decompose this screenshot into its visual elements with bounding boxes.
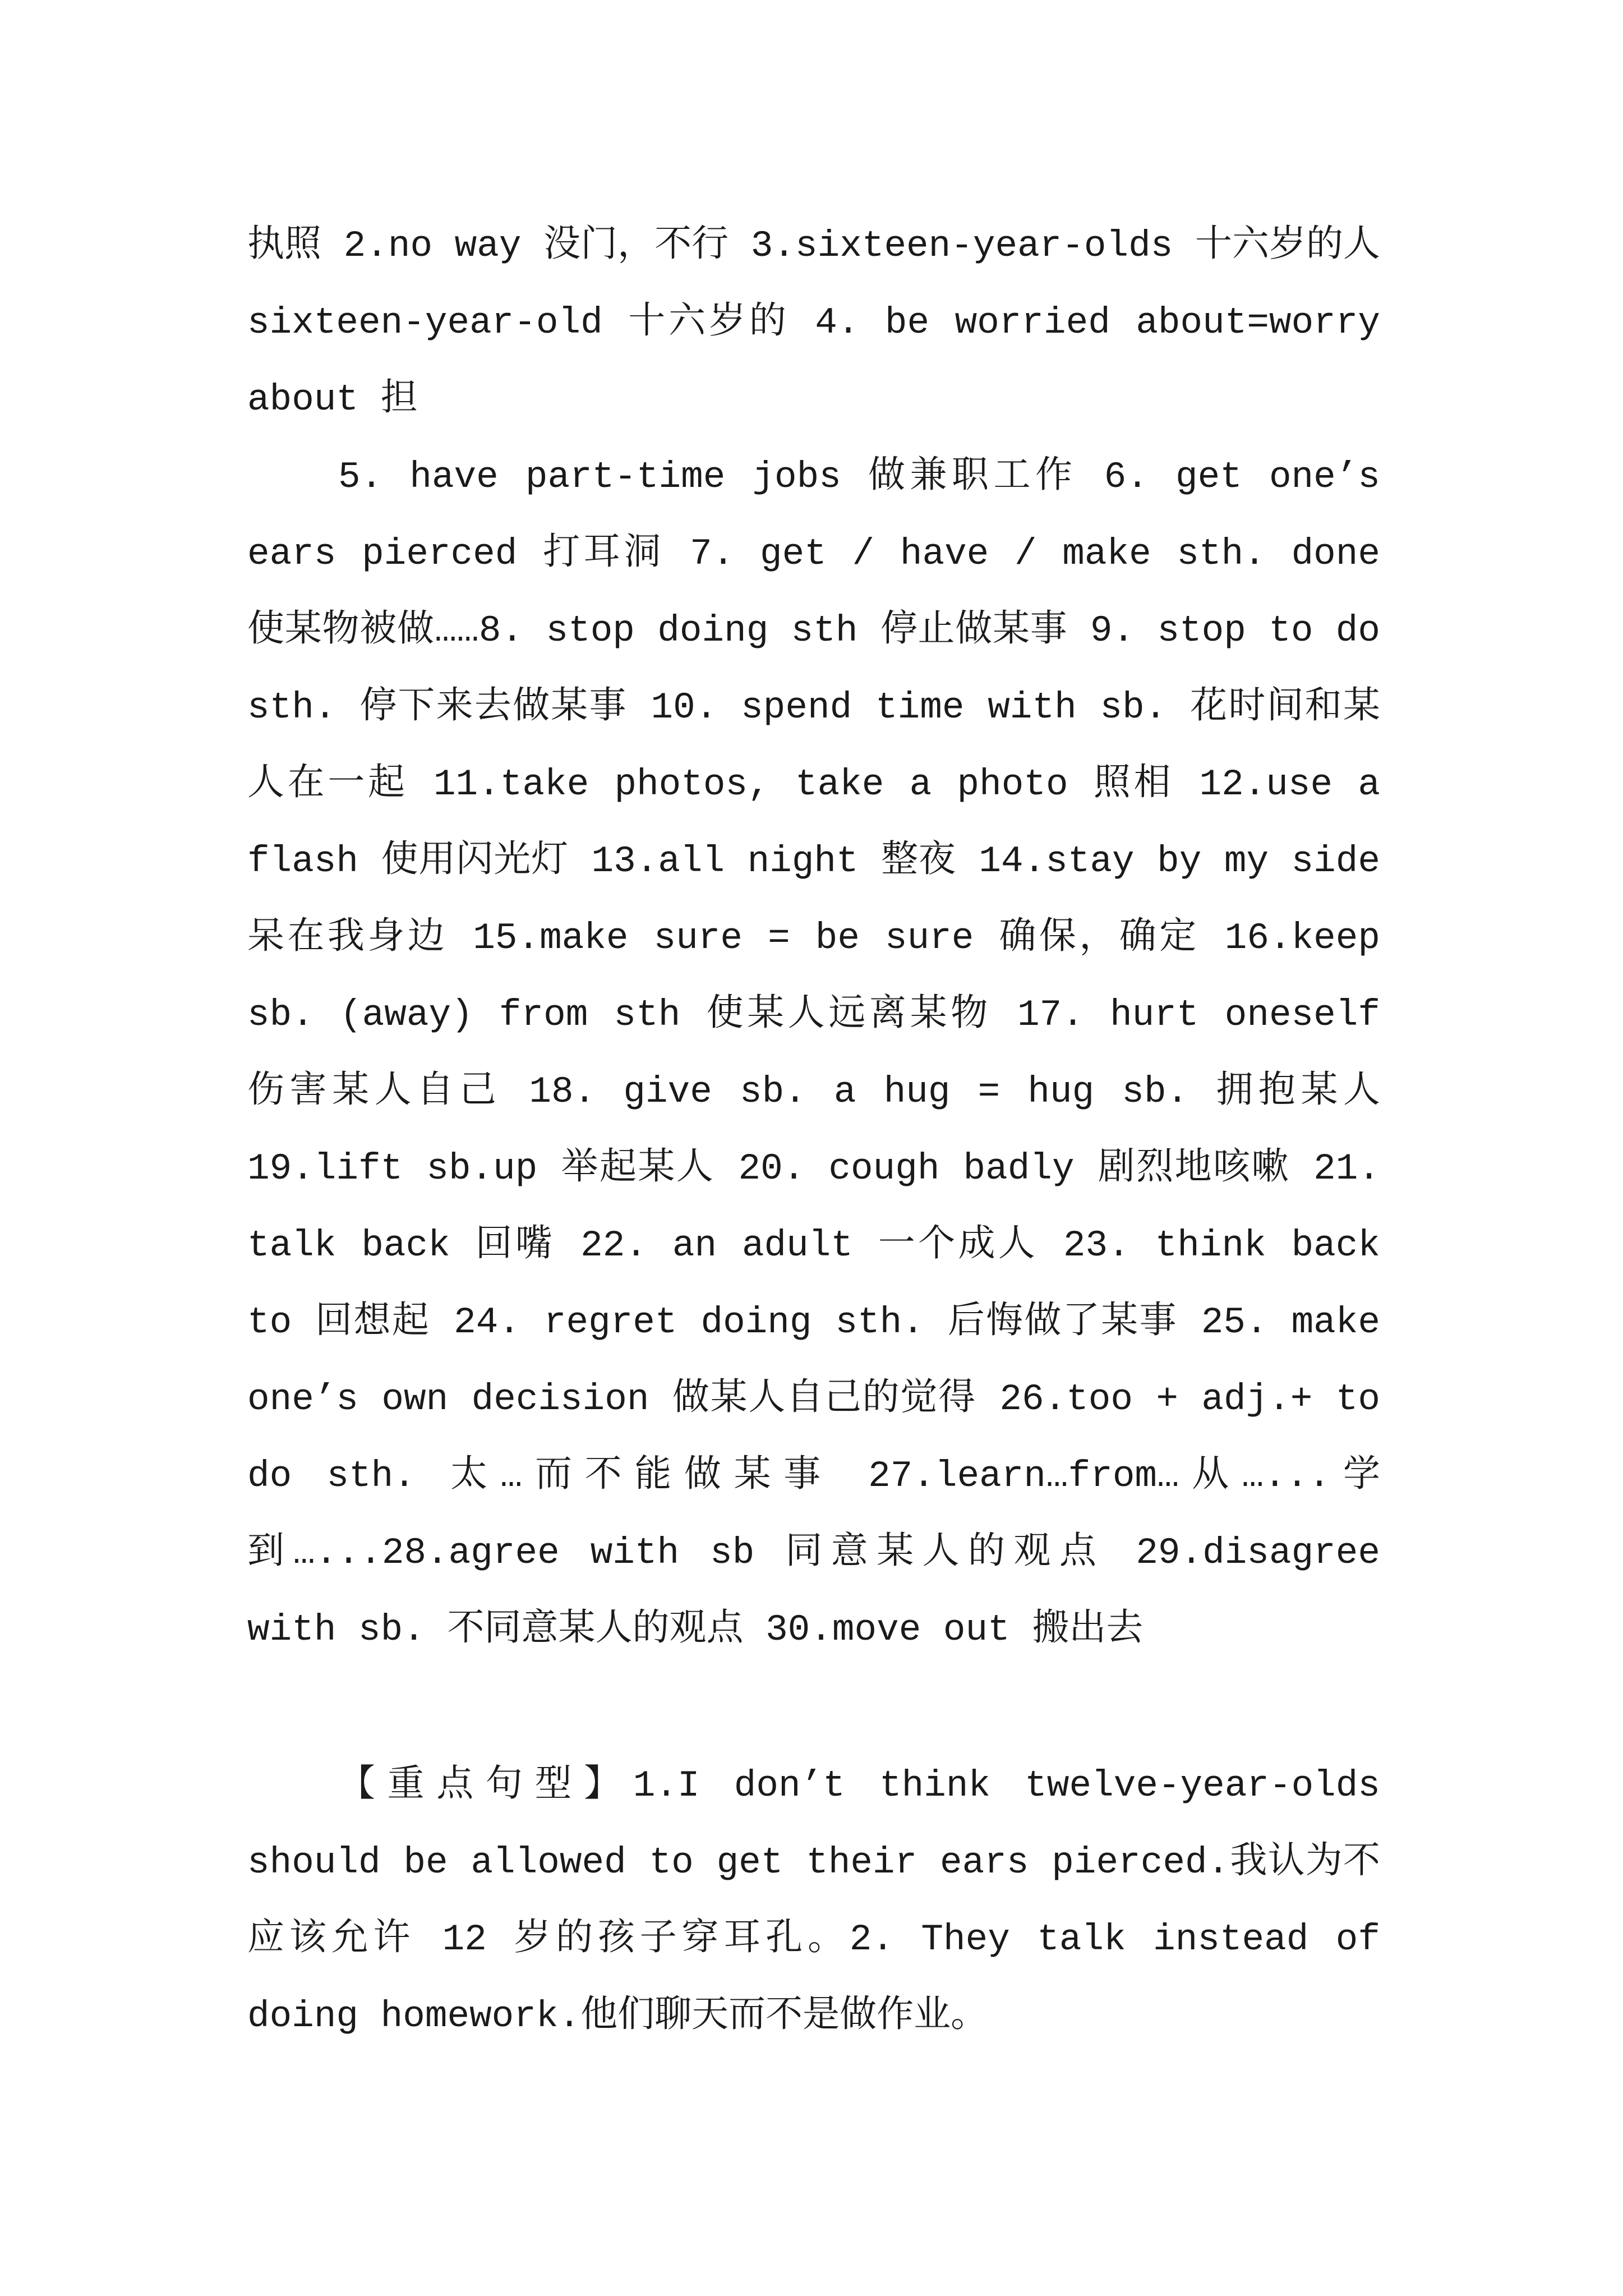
phrase-list <box>247 439 1380 1668</box>
paragraph-text: 执照 2.no way 没门，不行 3.sixteen-year-olds 十六岁的人 sixteen-year-old 十六岁的 4. be worried about=worry about 担 <box>247 225 1380 421</box>
paragraph-text: 【重点句型】1.I don’t think twelve-year-olds should be allowed to get their ears pierced.我认为不应该允许 12 岁的孩子穿耳孔。2. They talk instead of doing homework.他们聊天而不是做作业。 <box>247 1765 1380 2037</box>
phrase-list-continued <box>247 208 1380 438</box>
key-sentence-section <box>247 1747 1380 2055</box>
paragraph-text: 5. have part-time jobs 做兼职工作 6. get one’s ears pierced 打耳洞 7. get / have / make sth. done 使某物被做……8. stop doing sth 停止做某事 9. stop to do sth. 停下来去做某事 10. spend time with sb. 花时间和某人在一起 11.take photos, take a photo 照相 12.use a flash 使用闪光灯 13.all night 整夜 14.stay by my side 呆在我身边 15.make sure = be sure 确保，确定 16.keep sb. (away) from sth 使某人远离某物 17. hurt oneself 伤害某人自己 18. give sb. a hug = hug sb. 拥抱某人 19.lift sb.up 举起某人 20. cough badly 剧烈地咳嗽 21. talk back 回嘴 22. an adult 一个成人 23. think back to 回想起 24. regret doing sth. 后悔做了某事 25. make one’s own decision 做某人自己的觉得 26.too + adj.+ to do sth. 太…而不能做某事 27.learn…from…从…...学到…...28.agree with sb 同意某人的观点 29.disagree with sb. 不同意某人的观点 30.move out 搬出去 <box>247 456 1380 1651</box>
